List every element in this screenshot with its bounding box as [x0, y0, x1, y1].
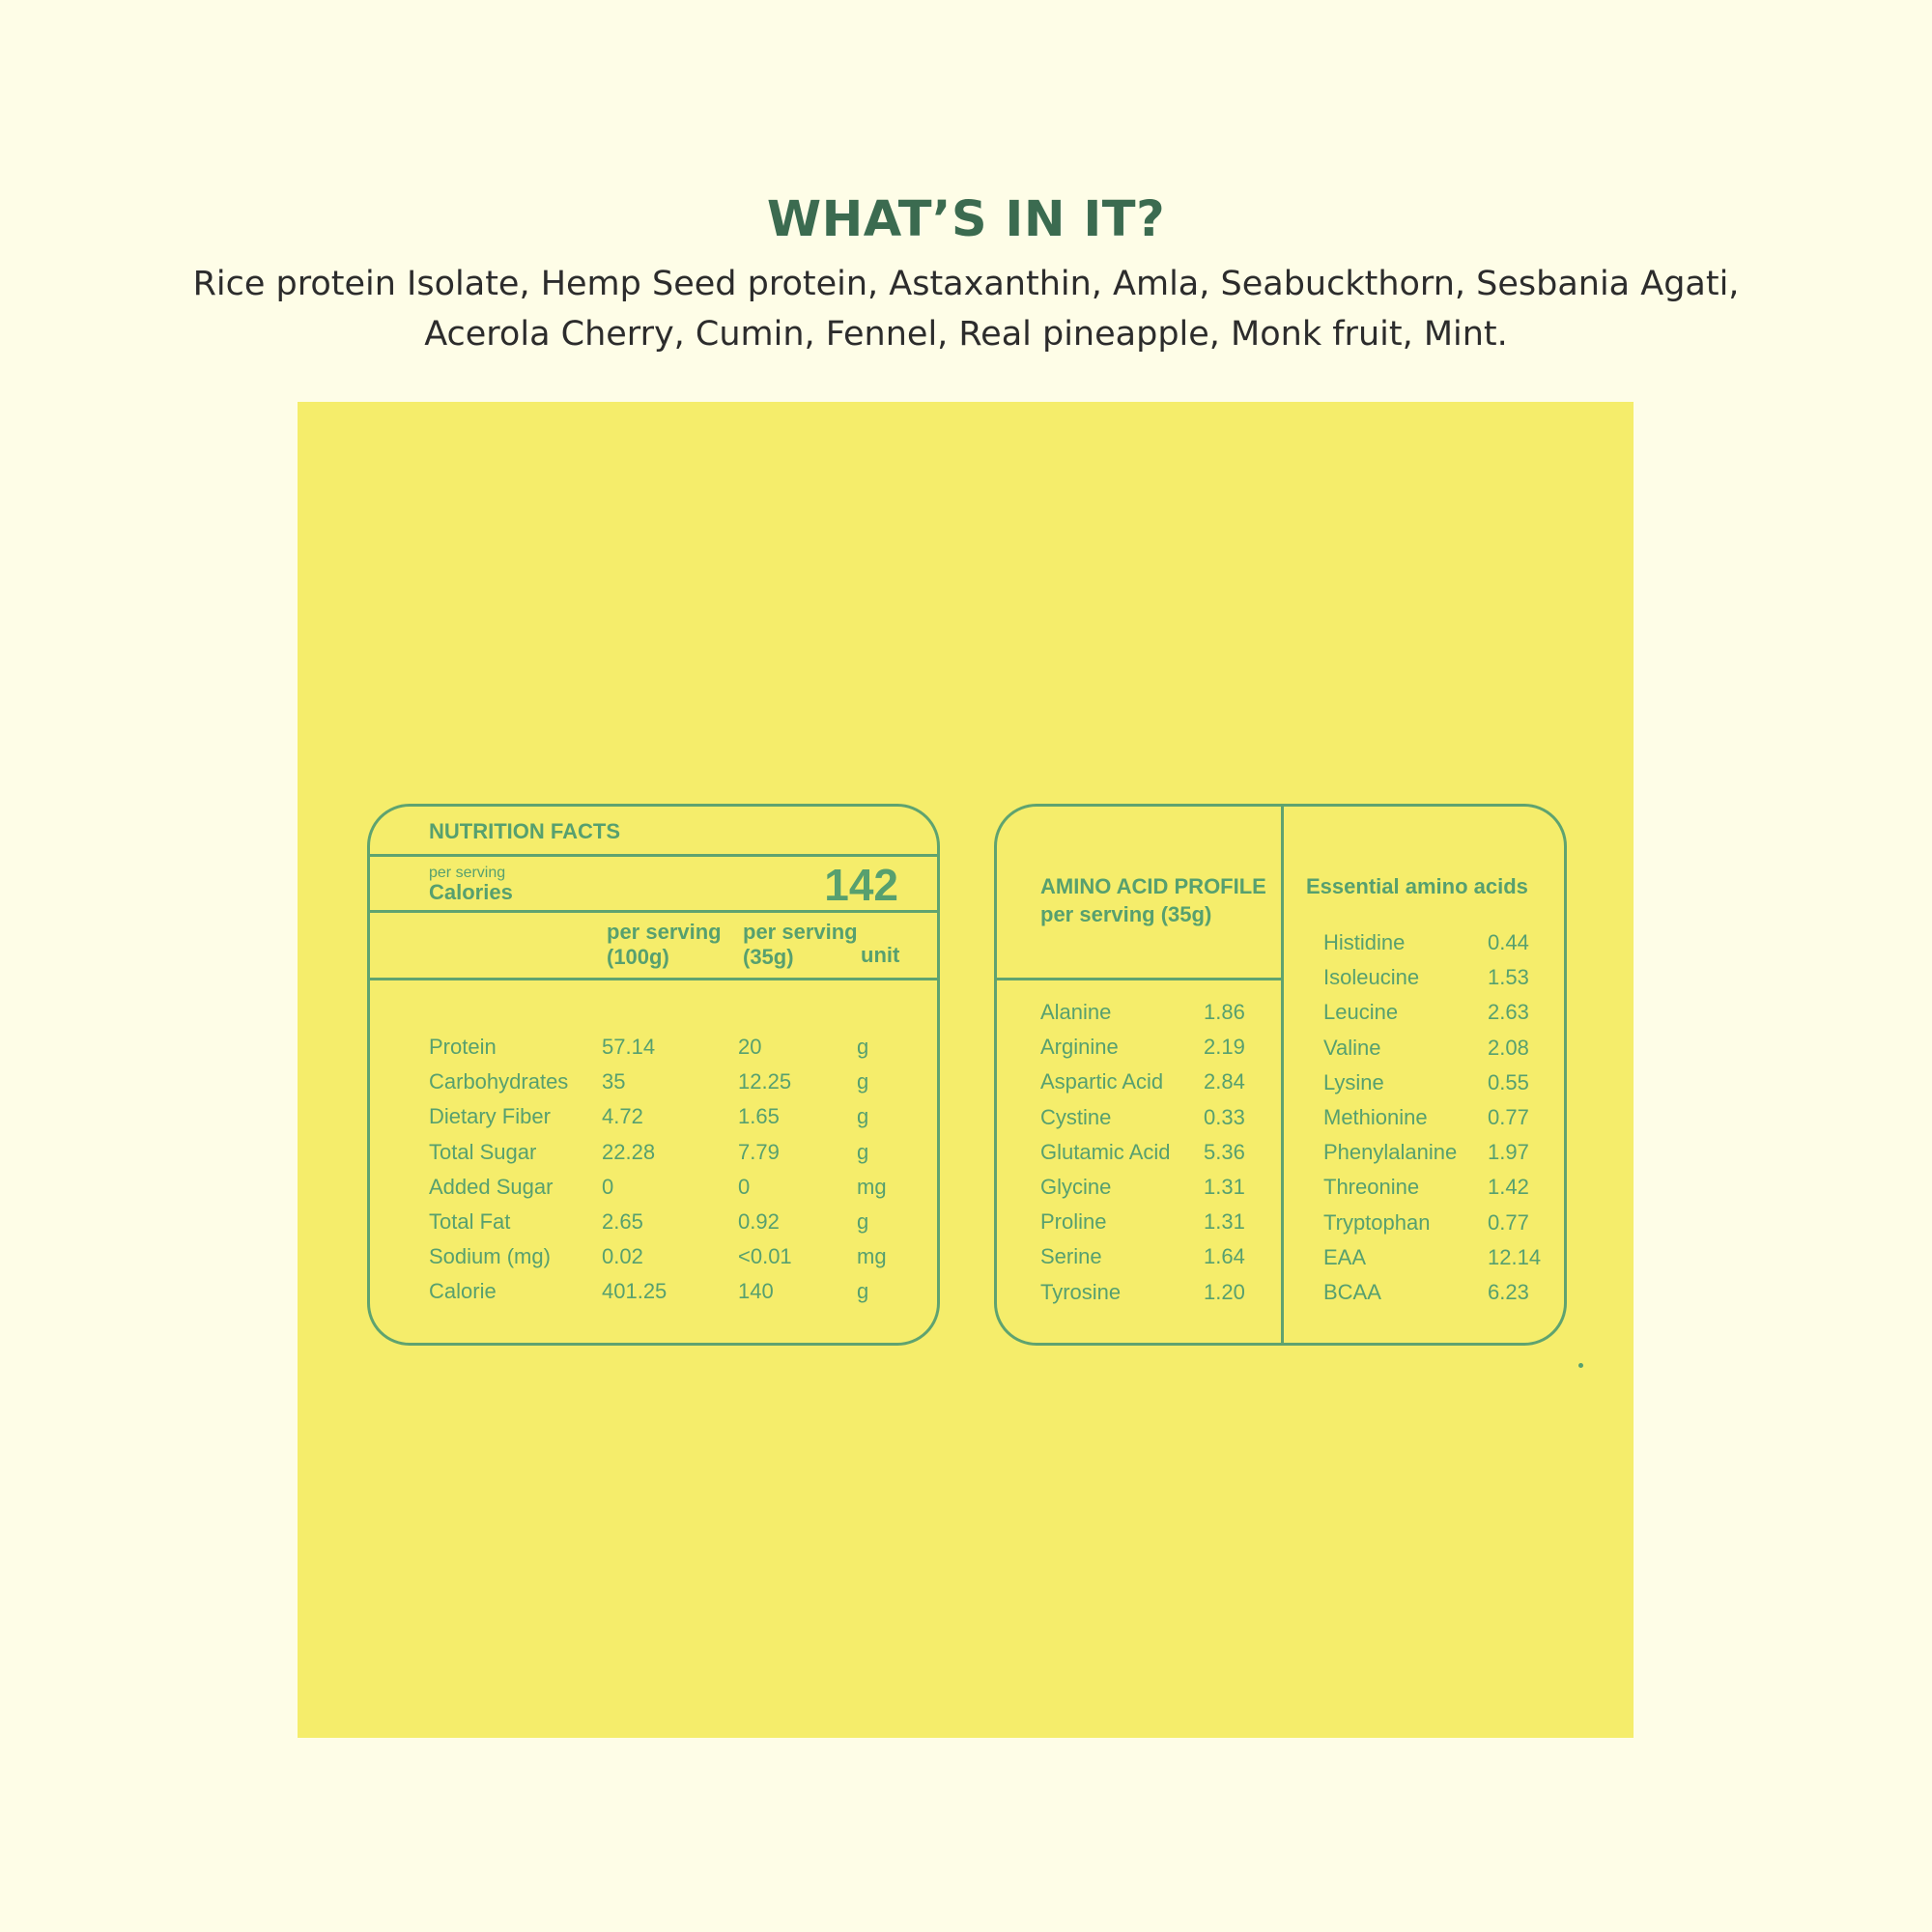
amino-value: 1.20	[1204, 1279, 1245, 1304]
nutrition-facts-card	[367, 804, 940, 1346]
col-header-35g-line2: (35g)	[743, 945, 794, 969]
amino-name: Proline	[1040, 1209, 1107, 1235]
value-35g: 7.79	[738, 1139, 780, 1164]
nutrient-name: Added Sugar	[429, 1174, 554, 1199]
amino-name: Arginine	[1040, 1035, 1119, 1060]
essential-amino-value: 0.55	[1488, 1069, 1529, 1094]
unit: g	[857, 1069, 869, 1094]
divider	[1281, 807, 1284, 1346]
essential-amino-name: Leucine	[1323, 1000, 1399, 1025]
essential-amino-name: Phenylalanine	[1323, 1140, 1458, 1165]
unit: g	[857, 1139, 869, 1164]
essential-amino-value: 0.77	[1488, 1105, 1529, 1129]
essential-amino-value: 2.63	[1488, 1000, 1529, 1025]
essential-amino-title: Essential amino acids	[1306, 874, 1528, 898]
essential-amino-name: Methionine	[1323, 1105, 1428, 1129]
unit: mg	[857, 1174, 887, 1199]
ingredients-line-1: Rice protein Isolate, Hemp Seed protein, Astaxanthin, Amla, Seabuckthorn, Sesbania Agati,	[192, 265, 1740, 303]
divider	[997, 978, 1283, 980]
amino-value: 5.36	[1204, 1139, 1245, 1164]
essential-amino-name: Isoleucine	[1323, 965, 1420, 990]
value-100g: 401.25	[602, 1279, 668, 1304]
unit: g	[857, 1209, 869, 1234]
value-100g: 0	[602, 1174, 614, 1199]
nutrient-name: Total Sugar	[429, 1139, 537, 1164]
essential-amino-value: 6.23	[1488, 1280, 1529, 1304]
essential-amino-value: 12.14	[1488, 1244, 1542, 1269]
calories-label: Calories	[429, 880, 513, 904]
value-35g: 20	[738, 1035, 762, 1059]
speck	[1578, 1363, 1583, 1368]
value-100g: 57.14	[602, 1035, 656, 1059]
amino-value: 2.84	[1204, 1069, 1245, 1094]
essential-amino-name: Valine	[1323, 1035, 1381, 1060]
nutrient-name: Protein	[429, 1035, 497, 1059]
value-100g: 2.65	[602, 1209, 643, 1234]
unit: mg	[857, 1244, 887, 1269]
essential-amino-name: Threonine	[1323, 1175, 1420, 1200]
amino-name: Alanine	[1040, 1000, 1112, 1024]
value-35g: 0.92	[738, 1209, 780, 1234]
amino-name: Tyrosine	[1040, 1279, 1122, 1304]
nutrient-name: Dietary Fiber	[429, 1104, 551, 1129]
per-serving-small: per serving	[429, 865, 506, 881]
value-35g: 12.25	[738, 1069, 792, 1094]
value-35g: 0	[738, 1174, 751, 1199]
calories-value: 142	[824, 860, 898, 910]
nutrition-facts-title: NUTRITION FACTS	[429, 819, 620, 843]
amino-value: 2.19	[1204, 1035, 1245, 1060]
amino-value: 0.33	[1204, 1104, 1245, 1129]
amino-value: 1.31	[1204, 1175, 1245, 1199]
amino-value: 1.86	[1204, 1000, 1245, 1024]
essential-amino-name: BCAA	[1323, 1280, 1381, 1304]
amino-value: 1.31	[1204, 1209, 1245, 1235]
ingredients-text	[97, 259, 1835, 359]
essential-amino-name: Tryptophan	[1323, 1209, 1431, 1235]
nutrient-name: Calorie	[429, 1279, 497, 1304]
amino-name: Glycine	[1040, 1175, 1112, 1199]
amino-profile-title: AMINO ACID PROFILE	[1040, 874, 1266, 898]
amino-name: Cystine	[1040, 1104, 1112, 1129]
unit: g	[857, 1104, 869, 1129]
value-35g: 140	[738, 1279, 774, 1304]
col-header-100g-line2: (100g)	[607, 945, 669, 969]
essential-amino-value: 1.53	[1488, 965, 1529, 990]
essential-amino-name: Lysine	[1323, 1069, 1384, 1094]
nutrient-name: Carbohydrates	[429, 1069, 569, 1094]
divider	[370, 978, 940, 980]
value-35g: <0.01	[738, 1244, 792, 1269]
amino-value: 1.64	[1204, 1244, 1245, 1269]
value-100g: 4.72	[602, 1104, 643, 1129]
amino-acid-card	[994, 804, 1567, 1346]
amino-profile-subtitle: per serving (35g)	[1040, 902, 1212, 926]
essential-amino-value: 0.44	[1488, 930, 1529, 954]
col-header-100g-line1: per serving	[607, 920, 722, 944]
section-title: WHAT’S IN IT?	[766, 191, 1166, 248]
amino-name: Glutamic Acid	[1040, 1139, 1171, 1164]
essential-amino-name: Histidine	[1323, 930, 1406, 954]
essential-amino-value: 0.77	[1488, 1209, 1529, 1235]
amino-name: Aspartic Acid	[1040, 1069, 1164, 1094]
value-35g: 1.65	[738, 1104, 780, 1129]
value-100g: 22.28	[602, 1139, 656, 1164]
unit: g	[857, 1279, 869, 1304]
essential-amino-value: 1.42	[1488, 1175, 1529, 1200]
essential-amino-value: 2.08	[1488, 1035, 1529, 1060]
nutrient-name: Total Fat	[429, 1209, 511, 1234]
amino-name: Serine	[1040, 1244, 1102, 1269]
essential-amino-name: EAA	[1323, 1244, 1367, 1269]
value-100g: 35	[602, 1069, 626, 1094]
nutrient-name: Sodium (mg)	[429, 1244, 551, 1269]
nutrition-label-image	[298, 402, 1634, 1738]
value-100g: 0.02	[602, 1244, 643, 1269]
essential-amino-value: 1.97	[1488, 1140, 1529, 1165]
col-header-35g-line1: per serving	[743, 920, 858, 944]
col-header-unit: unit	[861, 943, 900, 967]
ingredients-line-2: Acerola Cherry, Cumin, Fennel, Real pineapple, Monk fruit, Mint.	[424, 315, 1508, 354]
unit: g	[857, 1035, 869, 1059]
divider	[370, 854, 940, 857]
